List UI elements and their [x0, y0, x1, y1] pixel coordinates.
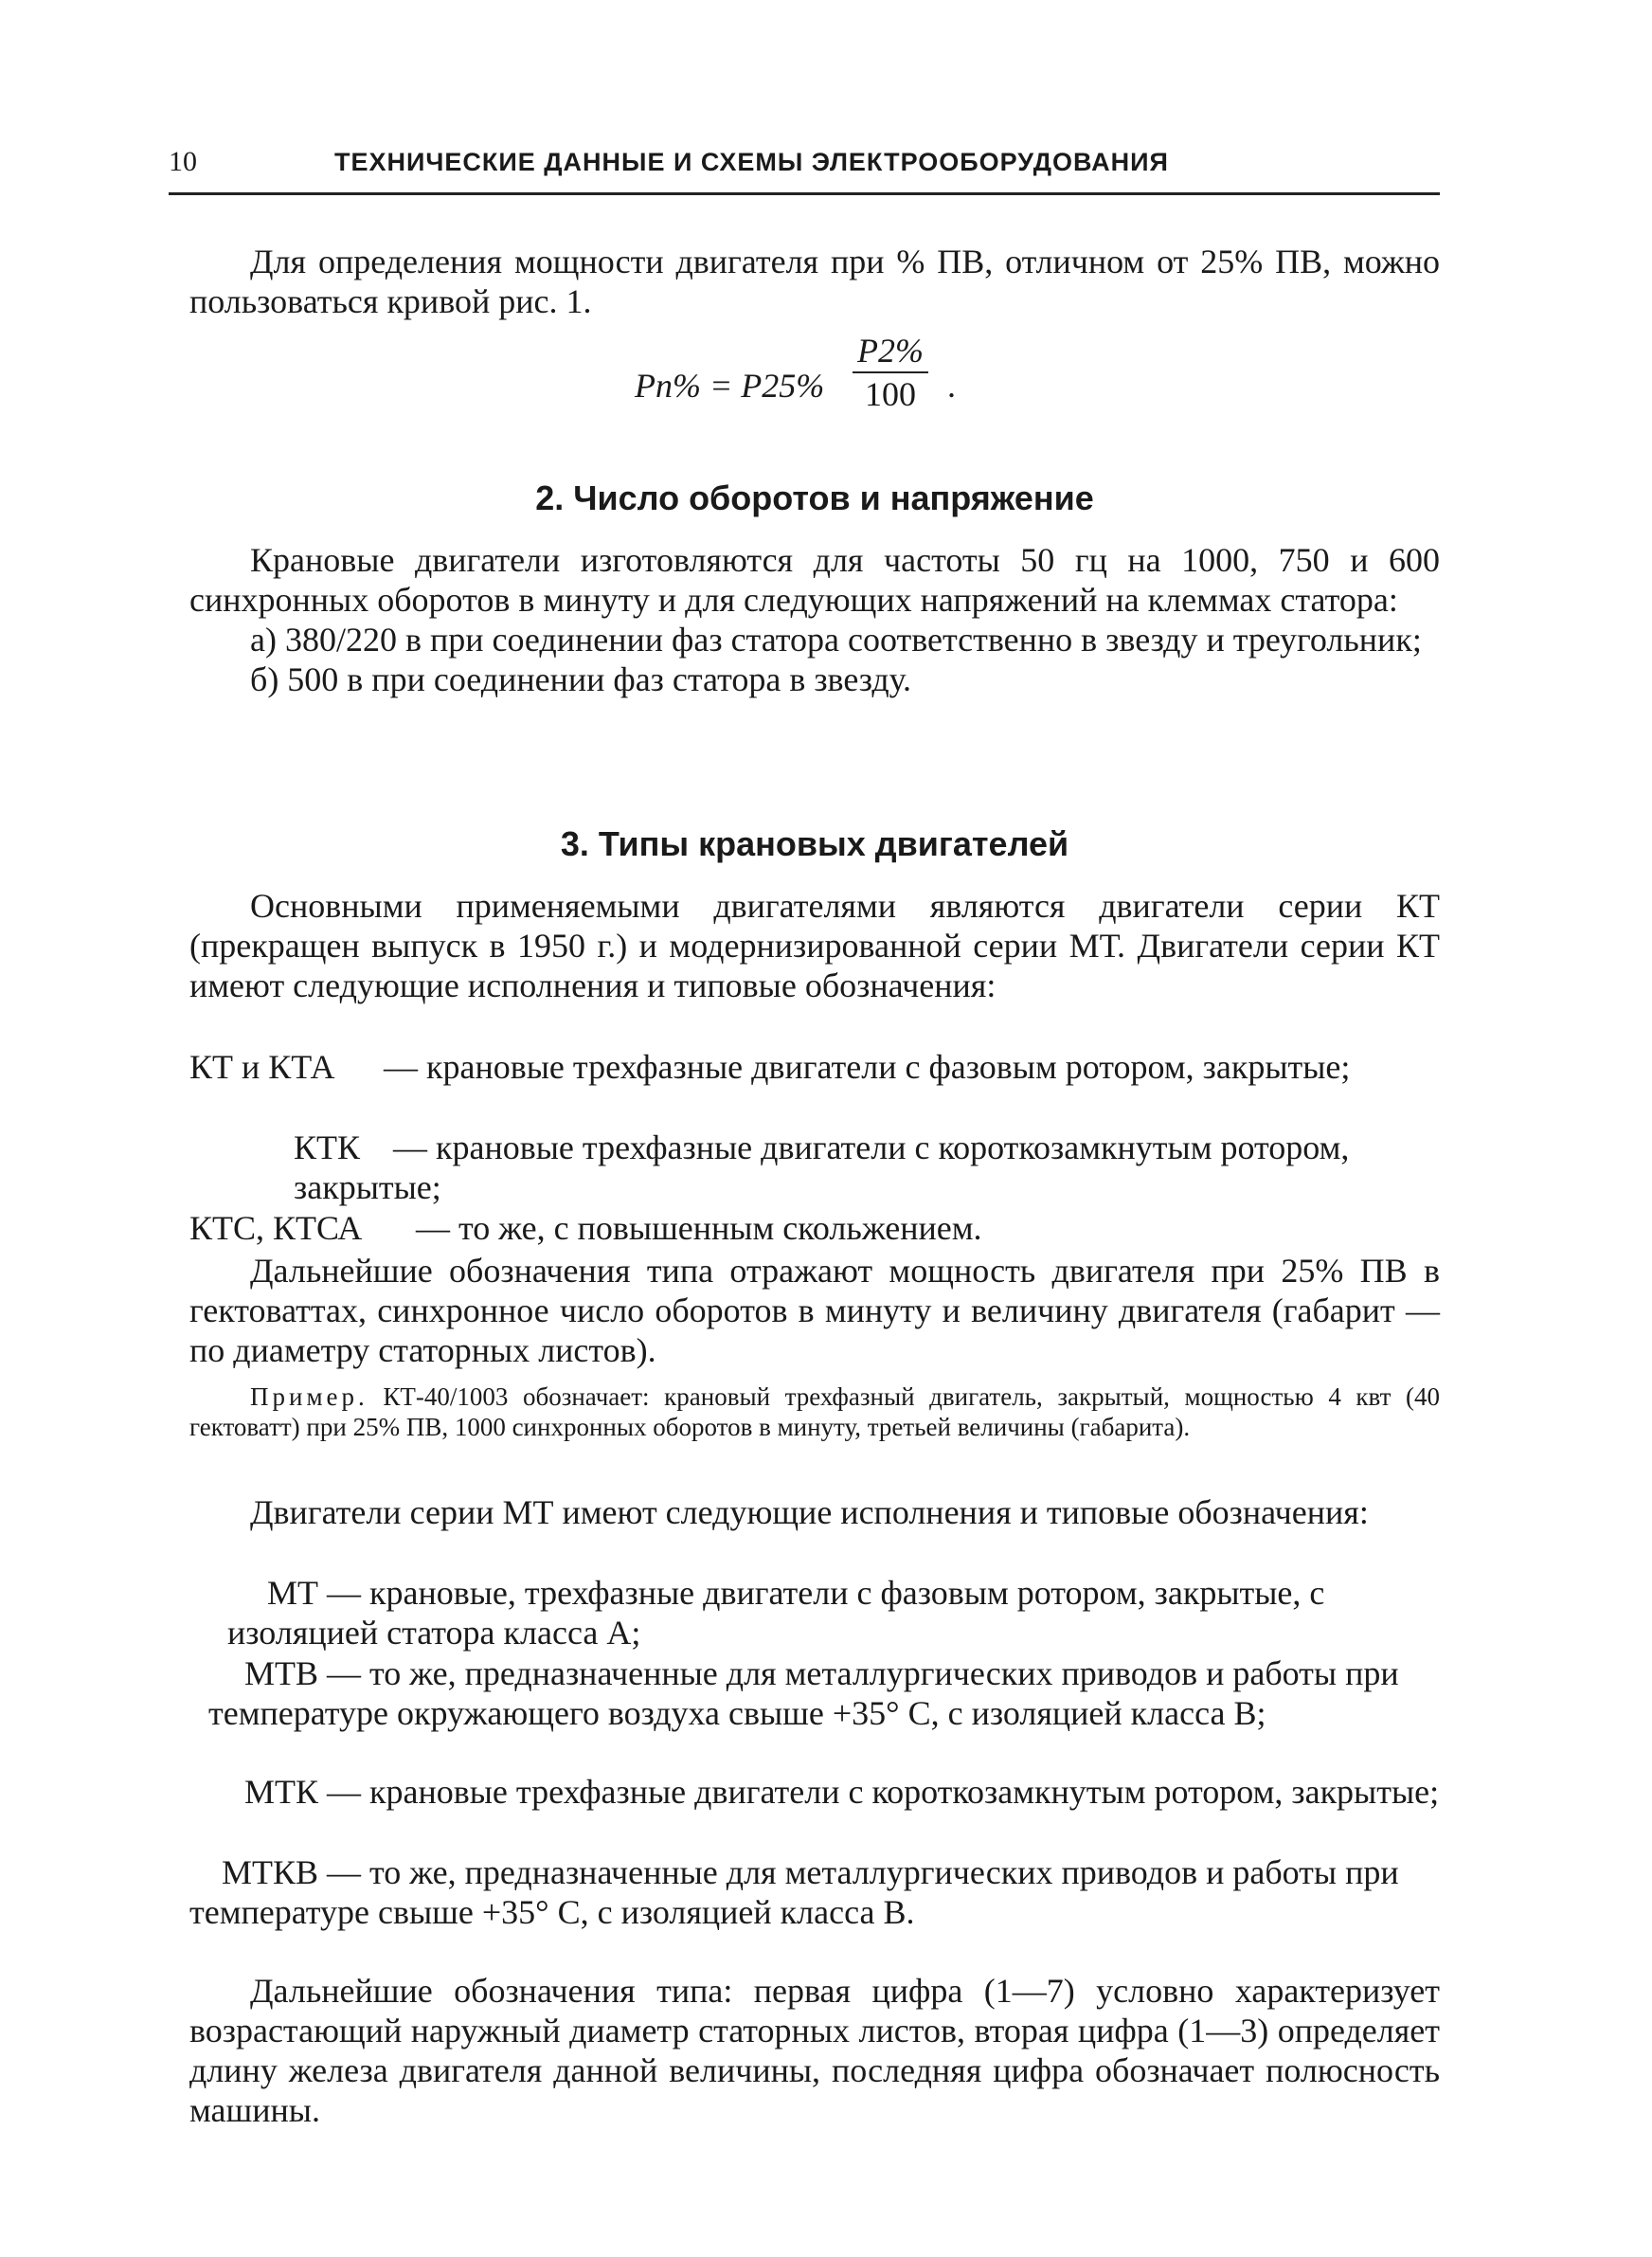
mt-term-3: МТК [243, 1773, 318, 1811]
kt-text-2: — крановые трехфазные двигатели с короткозамкнутым ротором, закрытые; [294, 1128, 1350, 1206]
formula-fraction [853, 332, 928, 413]
kt-term-1: КТ и КТА [189, 1048, 335, 1086]
intro-block [189, 242, 1440, 321]
mt-text-1: — крановые, трехфазные двигатели с фазовым ротором, закрытые, с изоляцией статора класса А; [227, 1574, 1325, 1652]
page-number: 10 [169, 146, 197, 177]
mt-def-1 [227, 1573, 1440, 1652]
power-formula [635, 332, 1014, 436]
kt-text-1: — крановые трехфазные двигатели с фазовым ротором, закрытые; [384, 1048, 1351, 1086]
section-2-paragraph: Крановые двигатели изготовляются для частоты 50 гц на 1000, 750 и 600 синхронных оборотов в минуту и для следующих напряжений на клеммах статора: [189, 541, 1440, 619]
mt-def-3 [208, 1772, 1440, 1812]
mt-term-1: МТ [267, 1574, 318, 1612]
formula-numerator: P2% [857, 332, 924, 370]
section-3-paragraph-1: Основными применяемыми двигателями являются двигатели серии КТ (прекращен выпуск в 1950 г.) и модернизированной серии МТ. Двигатели серии КТ имеют следующие исполнения и типовые обозначения: [189, 887, 1440, 1004]
section-3-para-4 [189, 1971, 1440, 2130]
mt-term-2: МТВ [243, 1654, 318, 1692]
section-3-intro [189, 886, 1440, 1005]
mt-text-2: — то же, предназначенные для металлургических приводов и работы при температуре окружающего воздуха свыше +35° С, с изоляцией класса В; [208, 1654, 1399, 1732]
example-block [189, 1381, 1440, 1442]
voltage-item-b: б) 500 в при соединении фаз статора в звезду. [250, 660, 912, 698]
kt-def-3 [189, 1208, 1440, 1248]
page-header [169, 142, 1440, 186]
kt-text-3: — то же, с повышенным скольжением. [416, 1209, 982, 1247]
mt-text-3: — крановые трехфазные двигатели с короткозамкнутым ротором, закрытые; [327, 1773, 1440, 1811]
section-2-title: 2. Число оборотов и напряжение [535, 478, 1094, 517]
example-text: КТ-40/1003 обозначает: крановый трехфазный двигатель, закрытый, мощностью 4 квт (40 гектоватт) при 25% ПВ, 1000 синхронных оборотов в минуту, третьей величины (габарита). [189, 1382, 1440, 1441]
header-rule [169, 192, 1440, 195]
voltage-item-a: а) 380/220 в при соединении фаз статора соответственно в звезду и треугольник; [250, 621, 1422, 659]
mt-def-2 [208, 1653, 1440, 1733]
kt-term-3: КТС, КТСА [189, 1209, 363, 1247]
mt-term-4: МТКВ [221, 1853, 318, 1891]
formula-denominator: 100 [865, 375, 916, 413]
section-2-body [189, 540, 1440, 699]
section-3-paragraph-4: Дальнейшие обозначения типа: первая цифра (1—7) условно характеризует возрастающий наружный диаметр статорных листов, вторая цифра (1—3) определяет длину железа двигателя данной величины, последняя цифра обозначает полюсность машины. [189, 1972, 1440, 2129]
kt-term-2: КТК [294, 1128, 361, 1166]
mt-text-4: — то же, предназначенные для металлургических приводов и работы при температуре свыше +35° С, с изоляцией класса В. [189, 1853, 1399, 1931]
section-3-title: 3. Типы крановых двигателей [560, 824, 1069, 863]
example-label: Пример. [250, 1382, 368, 1411]
running-title: ТЕХНИЧЕСКИЕ ДАННЫЕ И СХЕМЫ ЭЛЕКТРООБОРУДОВАНИЯ [334, 148, 1169, 176]
intro-paragraph: Для определения мощности двигателя при % ПВ, отличном от 25% ПВ, можно пользоваться кривой рис. 1. [189, 243, 1440, 320]
section-3-para-2 [189, 1251, 1440, 1370]
fraction-bar [853, 371, 928, 373]
formula-lhs: Pn% = P25% [635, 367, 825, 405]
section-3-paragraph-3: Двигатели серии МТ имеют следующие исполнения и типовые обозначения: [250, 1493, 1369, 1531]
kt-def-1 [189, 1047, 1440, 1087]
formula-end: . [947, 367, 956, 405]
section-3-para-3 [189, 1492, 1440, 1532]
mt-def-4 [189, 1852, 1440, 1932]
kt-def-2 [294, 1128, 1440, 1207]
section-3-paragraph-2: Дальнейшие обозначения типа отражают мощность двигателя при 25% ПВ в гектоваттах, синхронное число оборотов в минуту и величину двигателя (габарит — по диаметру статорных листов). [189, 1252, 1440, 1369]
